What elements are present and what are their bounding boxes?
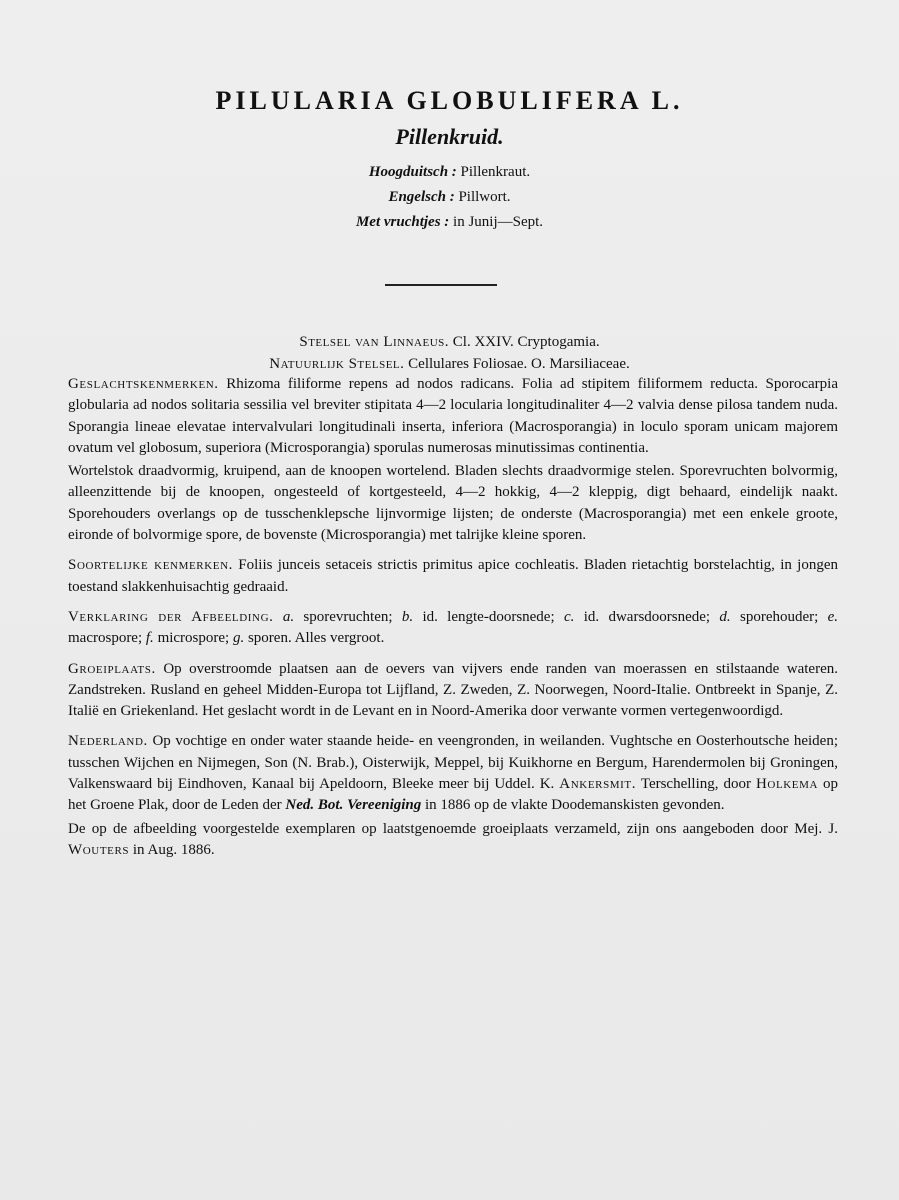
- figure-key-g-text: sporen. Alles vergroot.: [247, 630, 385, 647]
- linnaeus-value: Cl. XXIV. Cryptogamia.: [452, 334, 600, 350]
- species-label: Soortelijke kenmerken.: [68, 557, 233, 574]
- figure-key-c-text: id. dwarsdoorsnede;: [583, 608, 711, 625]
- natural-system-line: [0, 356, 899, 373]
- page-subtitle: Pillenkruid.: [395, 124, 504, 149]
- final-text-2: in Aug. 1886.: [132, 841, 215, 858]
- netherlands-text-1: Op vochtige en onder water staande heide- en veengronden, in weilanden. Vughtsche en Oosterhoutsche heiden; tusschen Wijchen en Nijmegen, Son (N. Brab.), Oisterwijk, Meppel, bij Kuikhorne en Bergum, Harendermolen bij Groningen, Valkenswaard bij Eindhoven, Kanaal bij Apeldoorn, Bleeke meer bij Uddel. K.: [68, 733, 839, 793]
- donor-name: Wouters: [68, 841, 130, 858]
- figure-key-c: c.: [563, 608, 575, 625]
- figure-key-e-text: macrospore;: [68, 630, 143, 647]
- netherlands-text-3: op het Groene Plak, door de Leden der: [68, 776, 839, 814]
- genus-label: Geslachtskenmerken.: [68, 376, 219, 392]
- species-paragraph: [68, 555, 838, 598]
- natural-label: Natuurlijk Stelsel.: [269, 356, 405, 372]
- figure-key-g: g.: [232, 630, 245, 647]
- habitat-text: Op overstroomde plaatsen aan de oevers van vijvers ende randen van moerassen en stilstaande wateren. Zandstreken. Rusland en geheel Midden-Europa tot Lijfland, Z. Zweden, Z. Noorwegen, Noord-Italie. Ontbreekt in Spanje, Z. Italië en Griekenland. Het geslacht wordt in de Levant en in Noord-Amerika door verwante vormen vertegenwoordigd.: [68, 660, 838, 720]
- netherlands-text-4: in 1886 op de vlakte Doodemanskisten gevonden.: [425, 797, 725, 814]
- german-value: Pillenkraut.: [460, 164, 531, 180]
- fruiting-label: Met vruchtjes :: [355, 214, 450, 230]
- figure-key-f-text: microspore;: [157, 630, 230, 647]
- explanation-paragraph: [68, 607, 838, 650]
- final-text-1: De op de afbeelding voorgestelde exemplaren op laatstgenoemde groeiplaats verzameld, zijn ons aangeboden door Mej. J.: [68, 820, 838, 837]
- figure-key-a-text: sporevruchten;: [303, 608, 393, 625]
- habitat-label: Groeiplaats.: [68, 660, 156, 677]
- fruiting-line: [0, 214, 899, 231]
- figure-key-f: f.: [145, 630, 154, 647]
- genus-paragraph: [68, 374, 838, 459]
- english-name-line: [0, 189, 899, 206]
- netherlands-label: Nederland.: [68, 733, 148, 750]
- collector-name-ankersmit: Ankersmit.: [559, 776, 637, 793]
- genus-dutch-text: Wortelstok draadvormig, kruipend, aan de knoopen wortelend. Bladen slechts draadvormige stelen. Sporevruchten bolvormig, alleenzittende bij de knoopen, ongesteeld of kortgesteeld, 4—2 hokkig, 4—2 kleppig, digt behaard, eindelijk naakt. Sporehouders overlangs op de tusschenklepsche lijnvormige lijsten; de onderste (Macrosporangia) met een enkele groote, eironde of bolvormige spore, de bovenste (Microsporangia) met talrijke kleine sporen.: [68, 463, 838, 544]
- society-name: Ned. Bot. Vereeniging: [285, 797, 422, 814]
- species-text: Foliis junceis setaceis strictis primitus apice cochleatis. Bladen rietachtig borstelachtig, in jongen toestand slakkenhuisachtig gedraaid.: [68, 557, 838, 595]
- netherlands-text-2: Terschelling, door: [640, 776, 751, 793]
- genus-dutch-paragraph: [68, 461, 838, 546]
- figure-key-b-text: id. lengte-doorsnede;: [422, 608, 555, 625]
- figure-key-a: a.: [282, 608, 295, 625]
- collector-name-holkema: Holkema: [755, 776, 819, 793]
- final-paragraph: [68, 819, 838, 862]
- habitat-paragraph: [68, 659, 838, 723]
- figure-key-b: b.: [401, 608, 414, 625]
- linnaeus-label: Stelsel van Linnaeus.: [299, 334, 450, 350]
- explanation-label: Verklaring der Afbeelding.: [68, 608, 274, 625]
- figure-key-e: e.: [827, 608, 839, 625]
- natural-value: Cellulares Foliosae. O. Marsiliaceae.: [408, 356, 630, 372]
- figure-key-d: d.: [719, 608, 731, 625]
- netherlands-paragraph: [68, 731, 838, 816]
- german-name-line: [0, 164, 899, 181]
- linnaeus-system-line: [0, 334, 899, 351]
- document-body: [68, 374, 838, 870]
- divider-rule: [385, 284, 497, 286]
- figure-key-d-text: sporehouder;: [740, 608, 819, 625]
- fruiting-value: in Junij—Sept.: [453, 214, 544, 230]
- english-value: Pillwort.: [458, 189, 511, 205]
- german-label: Hoogduitsch :: [368, 164, 457, 180]
- english-label: Engelsch :: [388, 189, 455, 205]
- genus-text: Rhizoma filiforme repens ad nodos radicans. Folia ad stipitem filiformem reducta. Sporocarpia globularia ad nodos solitaria sessilia vel breviter stipitata 4—2 locularia longitudinaliter 4—2 valvia dense pilosa tandem nuda. Sporangia lineae elevatae intervalvulari longitudinali inserta, inferiora (Macrosporangia) in loculo sporam unicam majorem ovatum vel globosum, superiora (Microsporangia) sporulas numerosas minutissimas continentia.: [68, 376, 839, 456]
- page-title: PILULARIA GLOBULIFERA L.: [215, 86, 684, 115]
